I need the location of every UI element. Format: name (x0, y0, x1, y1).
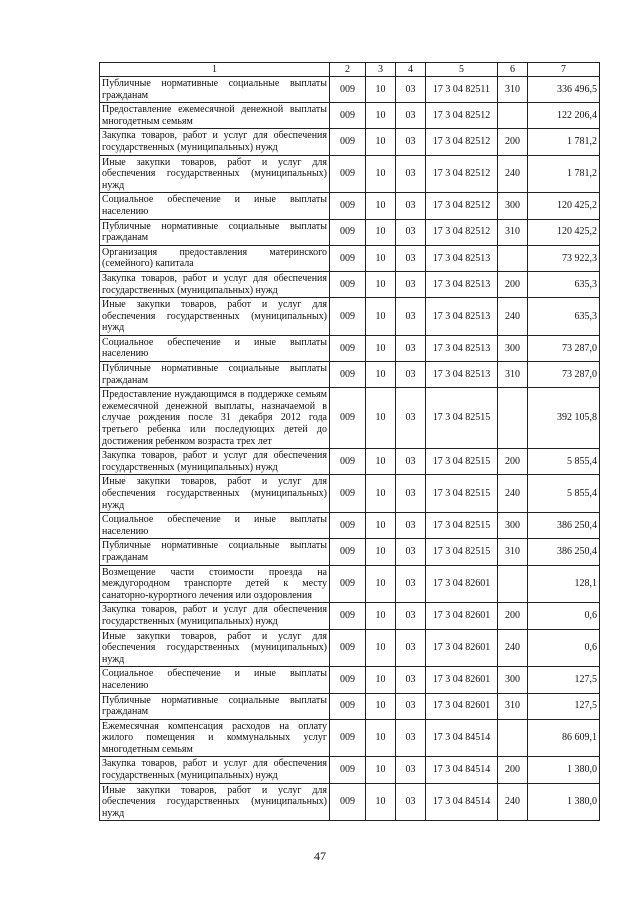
cell-target-article: 17 3 04 82601 (426, 693, 498, 719)
table-row (100, 603, 600, 629)
cell-amount: 73 287,0 (528, 335, 600, 361)
cell-ministry-code: 009 (330, 757, 366, 783)
cell-ministry-code: 009 (330, 629, 366, 667)
cell-amount: 336 496,5 (528, 77, 600, 103)
row-name: Иные закупки товаров, работ и услуг для обеспечения государственных (муниципальных) нужд (100, 155, 330, 193)
row-name: Организация предоставления материнского (семейного) капитала (100, 245, 330, 271)
column-header: 2 (330, 63, 366, 77)
row-name: Иные закупки товаров, работ и услуг для обеспечения государственных (муниципальных) нужд (100, 475, 330, 513)
table-row (100, 103, 600, 129)
cell-expense-type: 300 (498, 193, 528, 219)
table-row (100, 667, 600, 693)
cell-target-article: 17 3 04 82601 (426, 667, 498, 693)
cell-section: 10 (366, 565, 396, 603)
cell-subsection: 03 (396, 245, 426, 271)
cell-ministry-code: 009 (330, 693, 366, 719)
cell-ministry-code: 009 (330, 193, 366, 219)
cell-section: 10 (366, 298, 396, 336)
cell-subsection: 03 (396, 757, 426, 783)
table-row (100, 475, 600, 513)
budget-table (99, 62, 600, 821)
cell-amount: 386 250,4 (528, 539, 600, 565)
cell-ministry-code: 009 (330, 388, 366, 449)
cell-expense-type: 240 (498, 155, 528, 193)
cell-section: 10 (366, 693, 396, 719)
cell-subsection: 03 (396, 362, 426, 388)
cell-subsection: 03 (396, 155, 426, 193)
cell-section: 10 (366, 155, 396, 193)
row-name: Социальное обеспечение и иные выплаты населению (100, 513, 330, 539)
cell-subsection: 03 (396, 77, 426, 103)
table-row (100, 565, 600, 603)
cell-ministry-code: 009 (330, 565, 366, 603)
cell-ministry-code: 009 (330, 219, 366, 245)
cell-amount: 127,5 (528, 667, 600, 693)
cell-ministry-code: 009 (330, 719, 366, 757)
cell-expense-type (498, 719, 528, 757)
cell-section: 10 (366, 513, 396, 539)
cell-expense-type (498, 388, 528, 449)
cell-section: 10 (366, 603, 396, 629)
cell-expense-type: 200 (498, 449, 528, 475)
cell-target-article: 17 3 04 82512 (426, 155, 498, 193)
cell-section: 10 (366, 388, 396, 449)
table-row (100, 335, 600, 361)
cell-target-article: 17 3 04 82512 (426, 129, 498, 155)
cell-subsection: 03 (396, 513, 426, 539)
cell-section: 10 (366, 193, 396, 219)
cell-section: 10 (366, 245, 396, 271)
cell-section: 10 (366, 667, 396, 693)
cell-target-article: 17 3 04 82601 (426, 565, 498, 603)
table-row (100, 539, 600, 565)
table-row (100, 513, 600, 539)
cell-subsection: 03 (396, 219, 426, 245)
cell-expense-type: 200 (498, 129, 528, 155)
cell-section: 10 (366, 77, 396, 103)
cell-amount: 120 425,2 (528, 219, 600, 245)
cell-subsection: 03 (396, 388, 426, 449)
cell-subsection: 03 (396, 335, 426, 361)
cell-ministry-code: 009 (330, 245, 366, 271)
cell-target-article: 17 3 04 82513 (426, 298, 498, 336)
cell-subsection: 03 (396, 193, 426, 219)
cell-target-article: 17 3 04 82513 (426, 335, 498, 361)
row-name: Публичные нормативные социальные выплаты гражданам (100, 362, 330, 388)
table-row (100, 271, 600, 297)
cell-amount: 128,1 (528, 565, 600, 603)
cell-section: 10 (366, 783, 396, 821)
cell-section: 10 (366, 539, 396, 565)
cell-target-article: 17 3 04 82515 (426, 449, 498, 475)
cell-subsection: 03 (396, 449, 426, 475)
cell-amount: 1 380,0 (528, 783, 600, 821)
cell-target-article: 17 3 04 82512 (426, 219, 498, 245)
cell-expense-type: 200 (498, 603, 528, 629)
cell-expense-type: 240 (498, 783, 528, 821)
row-name: Предоставление ежемесячной денежной выплаты многодетным семьям (100, 103, 330, 129)
cell-ministry-code: 009 (330, 155, 366, 193)
cell-subsection: 03 (396, 603, 426, 629)
cell-target-article: 17 3 04 82601 (426, 629, 498, 667)
cell-subsection: 03 (396, 539, 426, 565)
cell-amount: 73 287,0 (528, 362, 600, 388)
table-header-row (100, 63, 600, 77)
cell-section: 10 (366, 719, 396, 757)
row-name: Закупка товаров, работ и услуг для обеспечения государственных (муниципальных) нужд (100, 757, 330, 783)
cell-expense-type: 300 (498, 335, 528, 361)
cell-target-article: 17 3 04 82511 (426, 77, 498, 103)
column-header: 1 (100, 63, 330, 77)
cell-ministry-code: 009 (330, 298, 366, 336)
cell-ministry-code: 009 (330, 667, 366, 693)
row-name: Закупка товаров, работ и услуг для обеспечения государственных (муниципальных) нужд (100, 271, 330, 297)
cell-subsection: 03 (396, 693, 426, 719)
row-name: Публичные нормативные социальные выплаты гражданам (100, 693, 330, 719)
cell-subsection: 03 (396, 629, 426, 667)
row-name: Социальное обеспечение и иные выплаты населению (100, 667, 330, 693)
row-name: Предоставление нуждающимся в поддержке семьям ежемесячной денежной выплаты, назначаемой в случае рождения после 31 декабря 2012 года третьего ребенка или последующих детей до достижения ребенком возраста трех лет (100, 388, 330, 449)
cell-expense-type: 240 (498, 629, 528, 667)
table-row (100, 388, 600, 449)
cell-ministry-code: 009 (330, 103, 366, 129)
cell-subsection: 03 (396, 298, 426, 336)
cell-ministry-code: 009 (330, 271, 366, 297)
cell-amount: 0,6 (528, 603, 600, 629)
table-row (100, 219, 600, 245)
cell-target-article: 17 3 04 82513 (426, 271, 498, 297)
cell-section: 10 (366, 335, 396, 361)
row-name: Закупка товаров, работ и услуг для обеспечения государственных (муниципальных) нужд (100, 449, 330, 475)
cell-amount: 5 855,4 (528, 475, 600, 513)
cell-ministry-code: 009 (330, 475, 366, 513)
cell-amount: 122 206,4 (528, 103, 600, 129)
cell-expense-type: 300 (498, 513, 528, 539)
table-row (100, 193, 600, 219)
table-row (100, 77, 600, 103)
column-header: 5 (426, 63, 498, 77)
cell-expense-type (498, 103, 528, 129)
cell-subsection: 03 (396, 271, 426, 297)
table-row (100, 757, 600, 783)
cell-expense-type: 200 (498, 271, 528, 297)
cell-expense-type: 310 (498, 539, 528, 565)
row-name: Социальное обеспечение и иные выплаты населению (100, 335, 330, 361)
cell-target-article: 17 3 04 82601 (426, 603, 498, 629)
cell-target-article: 17 3 04 82513 (426, 362, 498, 388)
cell-ministry-code: 009 (330, 539, 366, 565)
cell-section: 10 (366, 129, 396, 155)
cell-subsection: 03 (396, 667, 426, 693)
cell-expense-type: 310 (498, 362, 528, 388)
cell-expense-type: 300 (498, 667, 528, 693)
row-name: Иные закупки товаров, работ и услуг для обеспечения государственных (муниципальных) нужд (100, 298, 330, 336)
cell-expense-type: 310 (498, 77, 528, 103)
cell-amount: 73 922,3 (528, 245, 600, 271)
cell-amount: 5 855,4 (528, 449, 600, 475)
row-name: Социальное обеспечение и иные выплаты населению (100, 193, 330, 219)
row-name: Возмещение части стоимости проезда на междугородном транспорте детей к месту санаторно-курортного лечения или оздоровления (100, 565, 330, 603)
cell-section: 10 (366, 271, 396, 297)
row-name: Закупка товаров, работ и услуг для обеспечения государственных (муниципальных) нужд (100, 603, 330, 629)
table-row (100, 129, 600, 155)
cell-subsection: 03 (396, 565, 426, 603)
cell-amount: 635,3 (528, 271, 600, 297)
cell-amount: 1 380,0 (528, 757, 600, 783)
cell-ministry-code: 009 (330, 783, 366, 821)
cell-amount: 0,6 (528, 629, 600, 667)
cell-amount: 127,5 (528, 693, 600, 719)
cell-expense-type: 240 (498, 475, 528, 513)
cell-section: 10 (366, 449, 396, 475)
table-row (100, 449, 600, 475)
cell-expense-type: 240 (498, 298, 528, 336)
row-name: Публичные нормативные социальные выплаты гражданам (100, 539, 330, 565)
table-body (100, 77, 600, 821)
cell-section: 10 (366, 103, 396, 129)
cell-ministry-code: 009 (330, 335, 366, 361)
cell-target-article: 17 3 04 82512 (426, 193, 498, 219)
cell-subsection: 03 (396, 475, 426, 513)
page-number: 47 (314, 849, 326, 863)
cell-ministry-code: 009 (330, 603, 366, 629)
cell-section: 10 (366, 629, 396, 667)
row-name: Иные закупки товаров, работ и услуг для обеспечения государственных (муниципальных) нужд (100, 783, 330, 821)
cell-expense-type: 310 (498, 693, 528, 719)
table-row (100, 362, 600, 388)
row-name: Публичные нормативные социальные выплаты гражданам (100, 219, 330, 245)
cell-expense-type (498, 565, 528, 603)
column-header: 4 (396, 63, 426, 77)
cell-expense-type: 200 (498, 757, 528, 783)
cell-target-article: 17 3 04 82513 (426, 245, 498, 271)
cell-ministry-code: 009 (330, 449, 366, 475)
cell-amount: 392 105,8 (528, 388, 600, 449)
cell-target-article: 17 3 04 82515 (426, 475, 498, 513)
cell-amount: 120 425,2 (528, 193, 600, 219)
cell-target-article: 17 3 04 82515 (426, 513, 498, 539)
cell-subsection: 03 (396, 103, 426, 129)
cell-amount: 386 250,4 (528, 513, 600, 539)
cell-target-article: 17 3 04 82515 (426, 388, 498, 449)
cell-amount: 635,3 (528, 298, 600, 336)
column-header: 7 (528, 63, 600, 77)
table-row (100, 155, 600, 193)
cell-ministry-code: 009 (330, 362, 366, 388)
cell-subsection: 03 (396, 129, 426, 155)
cell-amount: 1 781,2 (528, 155, 600, 193)
cell-amount: 86 609,1 (528, 719, 600, 757)
table-row (100, 783, 600, 821)
table-row (100, 245, 600, 271)
cell-expense-type: 310 (498, 219, 528, 245)
cell-target-article: 17 3 04 84514 (426, 783, 498, 821)
column-header: 3 (366, 63, 396, 77)
cell-section: 10 (366, 362, 396, 388)
row-name: Публичные нормативные социальные выплаты гражданам (100, 77, 330, 103)
cell-target-article: 17 3 04 82515 (426, 539, 498, 565)
cell-subsection: 03 (396, 719, 426, 757)
cell-subsection: 03 (396, 783, 426, 821)
row-name: Иные закупки товаров, работ и услуг для обеспечения государственных (муниципальных) нужд (100, 629, 330, 667)
cell-section: 10 (366, 757, 396, 783)
table-row (100, 719, 600, 757)
cell-ministry-code: 009 (330, 513, 366, 539)
cell-target-article: 17 3 04 84514 (426, 719, 498, 757)
cell-section: 10 (366, 219, 396, 245)
table-row (100, 298, 600, 336)
cell-ministry-code: 009 (330, 129, 366, 155)
table-row (100, 693, 600, 719)
column-header: 6 (498, 63, 528, 77)
row-name: Закупка товаров, работ и услуг для обеспечения государственных (муниципальных) нужд (100, 129, 330, 155)
cell-ministry-code: 009 (330, 77, 366, 103)
row-name: Ежемесячная компенсация расходов на оплату жилого помещения и коммунальных услуг многодетным семьям (100, 719, 330, 757)
cell-target-article: 17 3 04 84514 (426, 757, 498, 783)
cell-section: 10 (366, 475, 396, 513)
cell-expense-type (498, 245, 528, 271)
cell-target-article: 17 3 04 82512 (426, 103, 498, 129)
table-row (100, 629, 600, 667)
cell-amount: 1 781,2 (528, 129, 600, 155)
